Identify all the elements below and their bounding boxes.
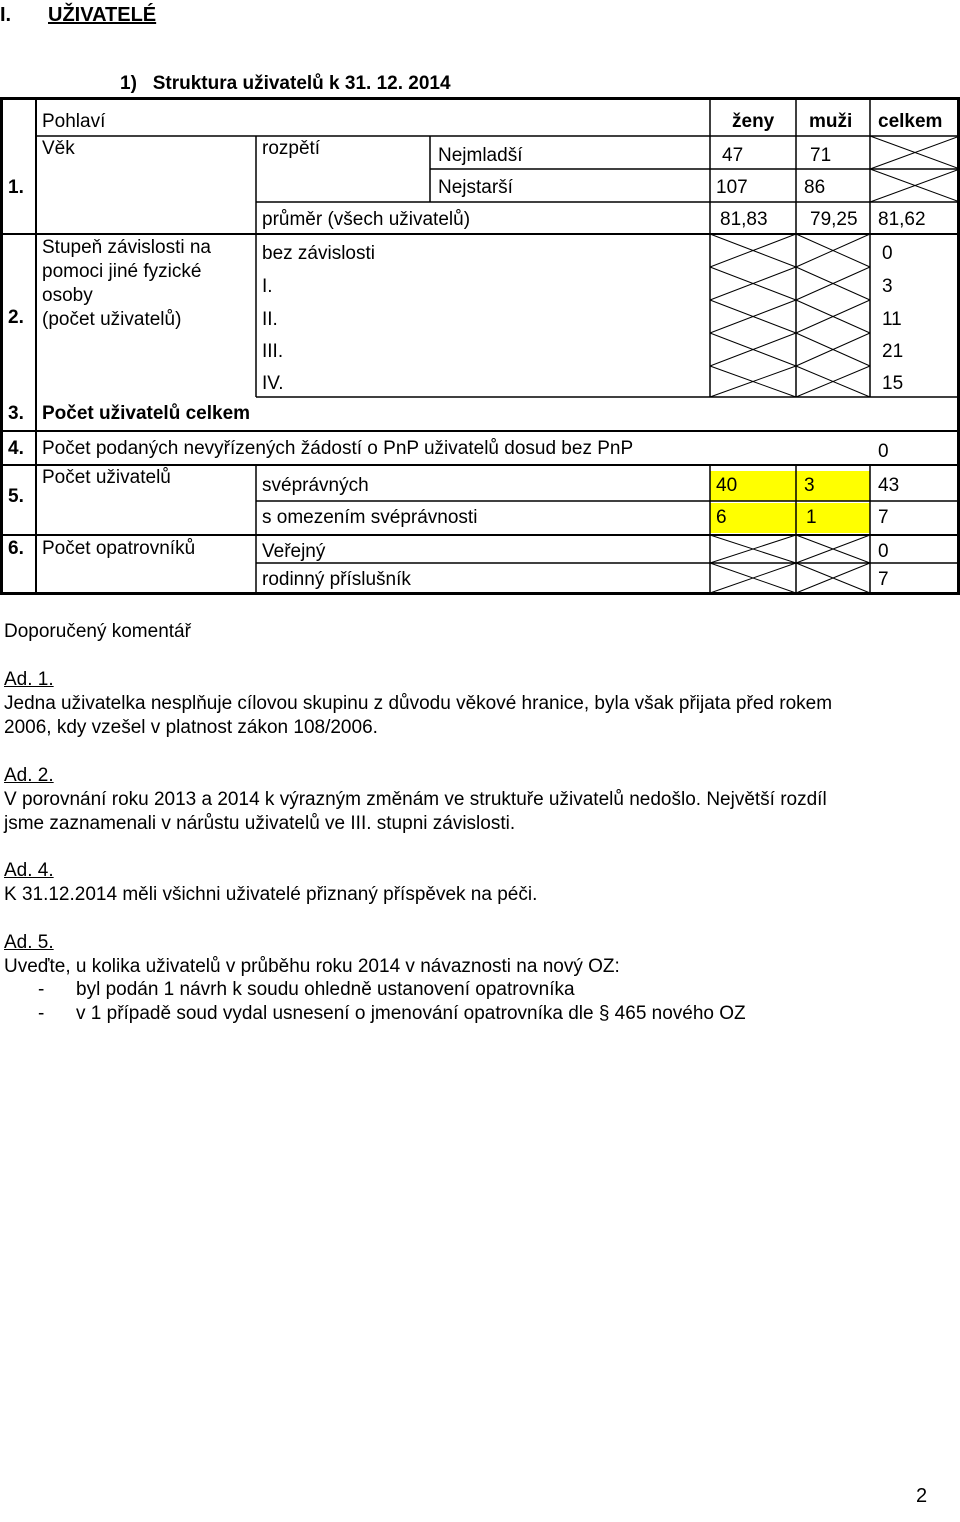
pocet-uzivatelu-label: Počet uživatelů [42, 467, 171, 488]
level-1-celkem: 3 [882, 276, 893, 297]
level-3-label: III. [262, 341, 284, 362]
zavislost-label-2: pomoci jiné fyzické [42, 261, 202, 282]
bullet-dash: - [38, 1003, 45, 1024]
sveprav-zeny: 40 [716, 475, 738, 496]
level-3-celkem: 21 [882, 341, 904, 362]
row-2-number: 2. [8, 307, 24, 328]
rodinny-label: rodinný příslušník [262, 569, 411, 590]
prumer-muzi: 79,25 [810, 209, 858, 230]
col-celkem-header: celkem [878, 111, 943, 132]
rodinny-celkem: 7 [878, 569, 889, 590]
nejmladsi-zeny: 47 [722, 145, 744, 166]
omezeni-celkem: 7 [878, 507, 889, 528]
zavislost-label-3: osoby [42, 285, 93, 306]
row-1-number: 1. [8, 177, 24, 198]
chapter-title: UŽIVATELÉ [48, 4, 157, 26]
pohlavi-label: Pohlaví [42, 111, 106, 132]
omezeni-muzi: 1 [806, 507, 817, 528]
pocet-opatrovniku-label: Počet opatrovníků [42, 538, 196, 559]
nejmladsi-label: Nejmladší [438, 145, 523, 166]
level-4-celkem: 15 [882, 373, 904, 394]
ad2-title: Ad. 2. [4, 765, 54, 786]
nejstarsi-zeny: 107 [716, 177, 748, 198]
ad2-text-line1: V porovnání roku 2013 a 2014 k výrazným změnám ve struktuře uživatelů nedošlo. Největší rozdíl [4, 789, 827, 810]
user-structure-table [0, 97, 960, 595]
level-2-celkem: 11 [882, 309, 902, 330]
ad5-title: Ad. 5. [4, 932, 54, 953]
nejstarsi-label: Nejstarší [438, 177, 513, 198]
col-zeny-header: ženy [732, 111, 775, 132]
level-bez-celkem: 0 [882, 243, 893, 264]
omezeni-zeny: 6 [716, 507, 727, 528]
verejny-celkem: 0 [878, 541, 889, 562]
prumer-zeny: 81,83 [720, 209, 768, 230]
level-bez-label: bez závislosti [262, 243, 375, 264]
col-muzi-header: muži [809, 111, 853, 132]
prumer-label: průměr (všech uživatelů) [262, 209, 471, 230]
ad1-text-line2: 2006, kdy vzešel v platnost zákon 108/2006. [4, 717, 378, 738]
ad2-text-line2: jsme zaznamenali v nárůstu uživatelů ve III. stupni závislosti. [4, 813, 516, 834]
row-3-number: 3. [8, 403, 24, 424]
nejmladsi-muzi: 71 [810, 145, 832, 166]
bullet-dash: - [38, 979, 45, 1000]
row-4-number: 4. [8, 438, 24, 459]
rozpeti-label: rozpětí [262, 138, 321, 159]
page-number: 2 [916, 1485, 928, 1507]
ad5-text-line1: Uveďte, u kolika uživatelů v průběhu roku 2014 v návaznosti na nový OZ: [4, 956, 620, 977]
pocet-uzivatelu-celkem-label: Počet uživatelů celkem [42, 403, 251, 424]
zavislost-label-4: (počet uživatelů) [42, 309, 182, 330]
sveprav-muzi: 3 [804, 475, 815, 496]
section-subtitle: 1) Struktura uživatelů k 31. 12. 2014 [120, 73, 451, 94]
sveprav-label: svéprávných [262, 475, 369, 496]
ad4-text-line1: K 31.12.2014 měli všichni uživatelé přiznaný příspěvek na péči. [4, 884, 538, 905]
row-6-number: 6. [8, 538, 24, 559]
zadosti-pnp-label: Počet podaných nevyřízených žádostí o PnP uživatelů dosud bez PnP [42, 438, 634, 459]
row-5-number: 5. [8, 486, 24, 507]
list-item-text: byl podán 1 návrh k soudu ohledně ustanovení opatrovníka [76, 979, 575, 1000]
nejstarsi-muzi: 86 [804, 177, 826, 198]
zavislost-label-1: Stupeň závislosti na [42, 237, 211, 258]
level-2-label: II. [262, 309, 278, 330]
level-4-label: IV. [262, 373, 284, 394]
list-item-text: v 1 případě soud vydal usnesení o jmenování opatrovníka dle § 465 nového OZ [76, 1003, 746, 1024]
prumer-celkem: 81,62 [878, 209, 926, 230]
ad4-title: Ad. 4. [4, 860, 54, 881]
omezeni-label: s omezením svéprávnosti [262, 507, 478, 528]
sveprav-celkem: 43 [878, 475, 900, 496]
ad1-text-line1: Jedna uživatelka nesplňuje cílovou skupinu z důvodu věkové hranice, byla však přijata před rokem [4, 693, 833, 714]
verejny-label: Veřejný [262, 541, 326, 562]
ad1-title: Ad. 1. [4, 669, 54, 690]
level-1-label: I. [262, 276, 273, 297]
zadosti-pnp-value: 0 [878, 441, 889, 462]
vek-label: Věk [42, 138, 75, 159]
chapter-number: I. [0, 4, 12, 26]
comment-heading: Doporučený komentář [4, 621, 191, 642]
